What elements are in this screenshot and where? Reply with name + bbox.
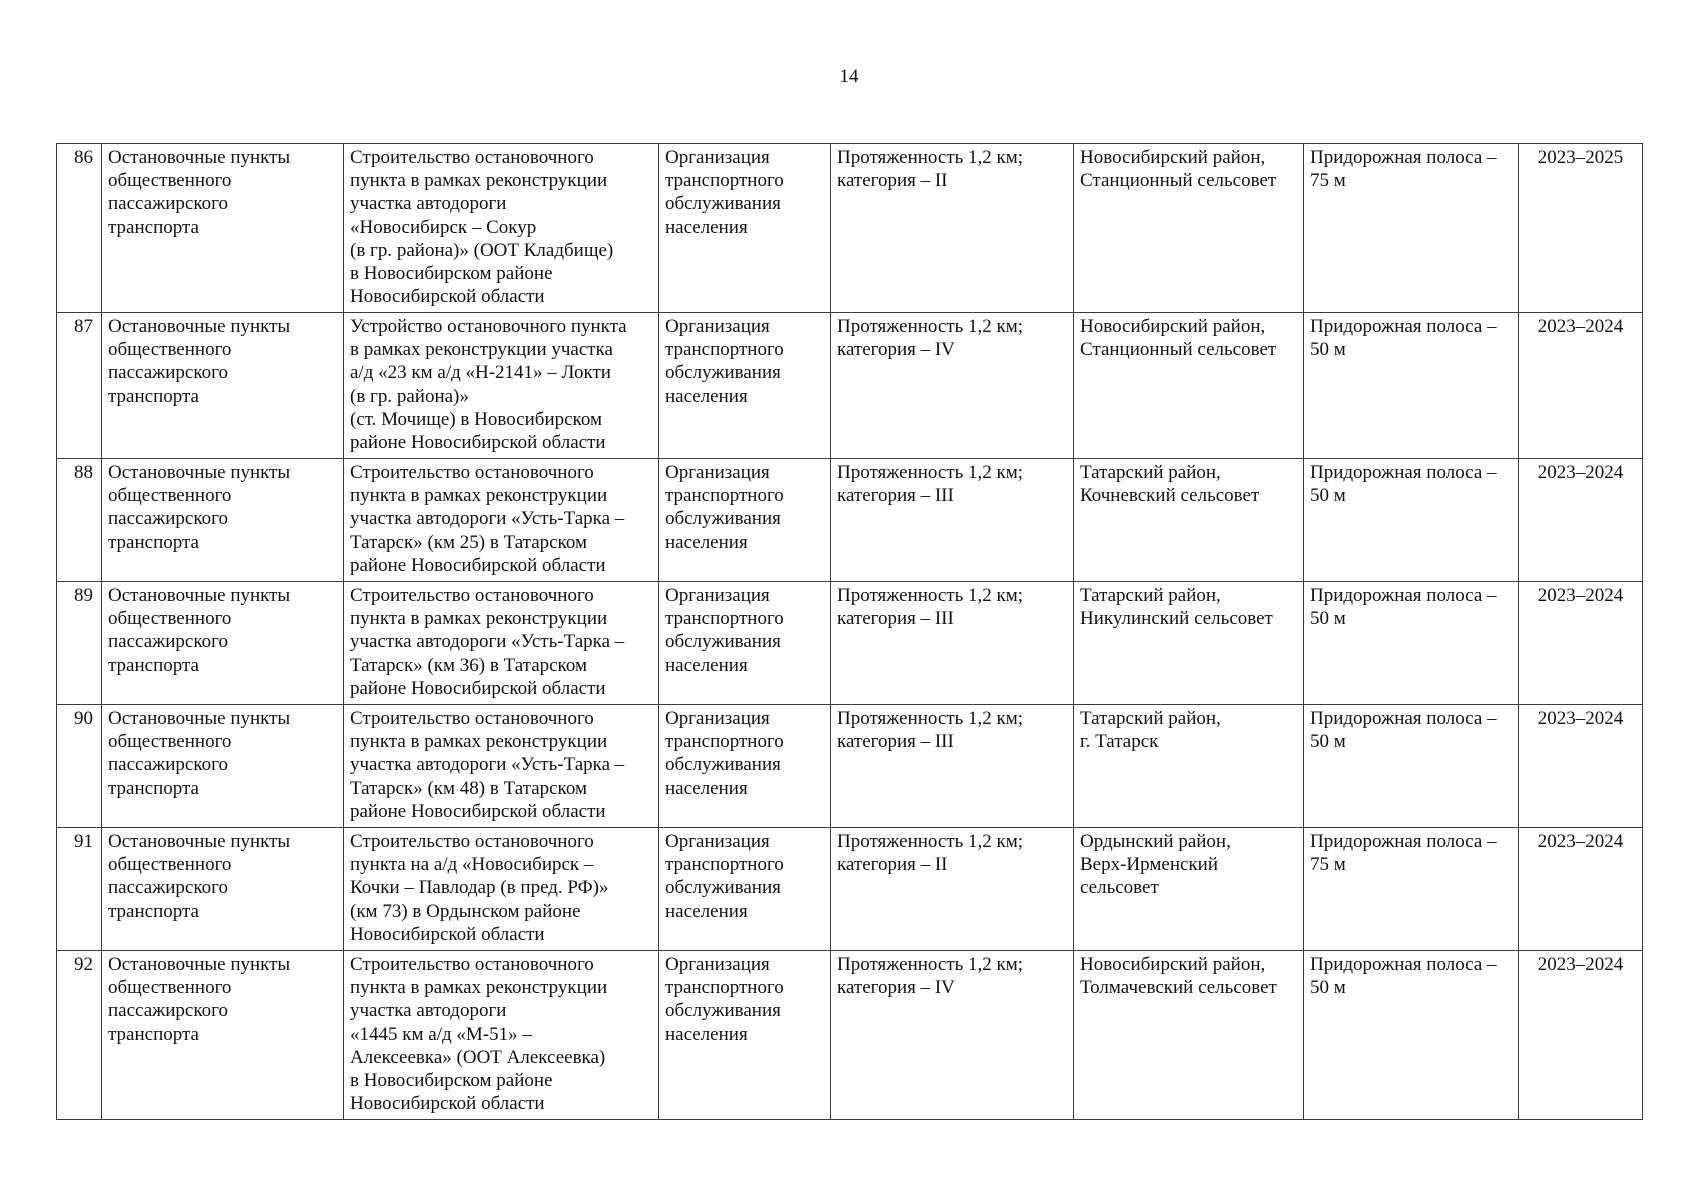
row-number: 92 [57, 951, 102, 1120]
object-zone: Придорожная полоса – 75 м [1304, 144, 1519, 313]
object-purpose: Организация транспортного обслуживания населения [659, 313, 831, 459]
object-characteristics: Протяженность 1,2 км; категория – III [831, 459, 1074, 582]
object-purpose: Организация транспортного обслуживания населения [659, 951, 831, 1120]
object-period: 2023–2024 [1519, 459, 1643, 582]
objects-table [56, 143, 1643, 1120]
object-description: Строительство остановочного пункта на а/д «Новосибирск – Кочки – Павлодар (в пред. РФ)» (км 73) в Ордынском районе Новосибирской области [344, 828, 659, 951]
object-type: Остановочные пункты общественного пассажирского транспорта [102, 705, 344, 828]
object-characteristics: Протяженность 1,2 км; категория – II [831, 144, 1074, 313]
object-period: 2023–2025 [1519, 144, 1643, 313]
table-row [57, 313, 1643, 459]
row-number: 87 [57, 313, 102, 459]
row-number: 88 [57, 459, 102, 582]
object-description: Строительство остановочного пункта в рамках реконструкции участка автодороги «Усть-Тарка – Татарск» (км 25) в Татарском районе Новосибирской области [344, 459, 659, 582]
object-description: Строительство остановочного пункта в рамках реконструкции участка автодороги «Новосибирск – Сокур (в гр. района)» (ООТ Кладбище) в Новосибирском районе Новосибирской области [344, 144, 659, 313]
object-period: 2023–2024 [1519, 705, 1643, 828]
object-characteristics: Протяженность 1,2 км; категория – IV [831, 313, 1074, 459]
table-row [57, 144, 1643, 313]
object-type: Остановочные пункты общественного пассажирского транспорта [102, 582, 344, 705]
object-description: Устройство остановочного пункта в рамках реконструкции участка а/д «23 км а/д «Н-2141» – Локти (в гр. района)» (ст. Мочище) в Новосибирском районе Новосибирской области [344, 313, 659, 459]
object-zone: Придорожная полоса – 50 м [1304, 951, 1519, 1120]
object-zone: Придорожная полоса – 50 м [1304, 459, 1519, 582]
object-period: 2023–2024 [1519, 951, 1643, 1120]
page-number: 14 [839, 66, 859, 87]
object-zone: Придорожная полоса – 50 м [1304, 313, 1519, 459]
object-period: 2023–2024 [1519, 582, 1643, 705]
object-purpose: Организация транспортного обслуживания населения [659, 582, 831, 705]
object-type: Остановочные пункты общественного пассажирского транспорта [102, 951, 344, 1120]
object-description: Строительство остановочного пункта в рамках реконструкции участка автодороги «Усть-Тарка – Татарск» (км 36) в Татарском районе Новосибирской области [344, 582, 659, 705]
object-type: Остановочные пункты общественного пассажирского транспорта [102, 828, 344, 951]
object-purpose: Организация транспортного обслуживания населения [659, 459, 831, 582]
table-row [57, 582, 1643, 705]
object-characteristics: Протяженность 1,2 км; категория – III [831, 705, 1074, 828]
object-location: Татарский район, г. Татарск [1074, 705, 1304, 828]
object-characteristics: Протяженность 1,2 км; категория – II [831, 828, 1074, 951]
object-location: Новосибирский район, Станционный сельсовет [1074, 144, 1304, 313]
table-row [57, 828, 1643, 951]
object-zone: Придорожная полоса – 50 м [1304, 582, 1519, 705]
object-location: Ордынский район, Верх-Ирменский сельсовет [1074, 828, 1304, 951]
object-location: Татарский район, Никулинский сельсовет [1074, 582, 1304, 705]
object-type: Остановочные пункты общественного пассажирского транспорта [102, 459, 344, 582]
object-location: Новосибирский район, Толмачевский сельсовет [1074, 951, 1304, 1120]
object-location: Татарский район, Кочневский сельсовет [1074, 459, 1304, 582]
object-zone: Придорожная полоса – 50 м [1304, 705, 1519, 828]
row-number: 86 [57, 144, 102, 313]
object-description: Строительство остановочного пункта в рамках реконструкции участка автодороги «1445 км а/д «М-51» – Алексеевка» (ООТ Алексеевка) в Новосибирском районе Новосибирской области [344, 951, 659, 1120]
table-row [57, 705, 1643, 828]
object-purpose: Организация транспортного обслуживания населения [659, 828, 831, 951]
object-zone: Придорожная полоса – 75 м [1304, 828, 1519, 951]
row-number: 91 [57, 828, 102, 951]
object-purpose: Организация транспортного обслуживания населения [659, 144, 831, 313]
row-number: 90 [57, 705, 102, 828]
object-characteristics: Протяженность 1,2 км; категория – IV [831, 951, 1074, 1120]
object-period: 2023–2024 [1519, 828, 1643, 951]
object-type: Остановочные пункты общественного пассажирского транспорта [102, 144, 344, 313]
object-type: Остановочные пункты общественного пассажирского транспорта [102, 313, 344, 459]
object-period: 2023–2024 [1519, 313, 1643, 459]
object-description: Строительство остановочного пункта в рамках реконструкции участка автодороги «Усть-Тарка – Татарск» (км 48) в Татарском районе Новосибирской области [344, 705, 659, 828]
row-number: 89 [57, 582, 102, 705]
table-row [57, 459, 1643, 582]
object-location: Новосибирский район, Станционный сельсовет [1074, 313, 1304, 459]
object-purpose: Организация транспортного обслуживания населения [659, 705, 831, 828]
object-characteristics: Протяженность 1,2 км; категория – III [831, 582, 1074, 705]
table-row [57, 951, 1643, 1120]
